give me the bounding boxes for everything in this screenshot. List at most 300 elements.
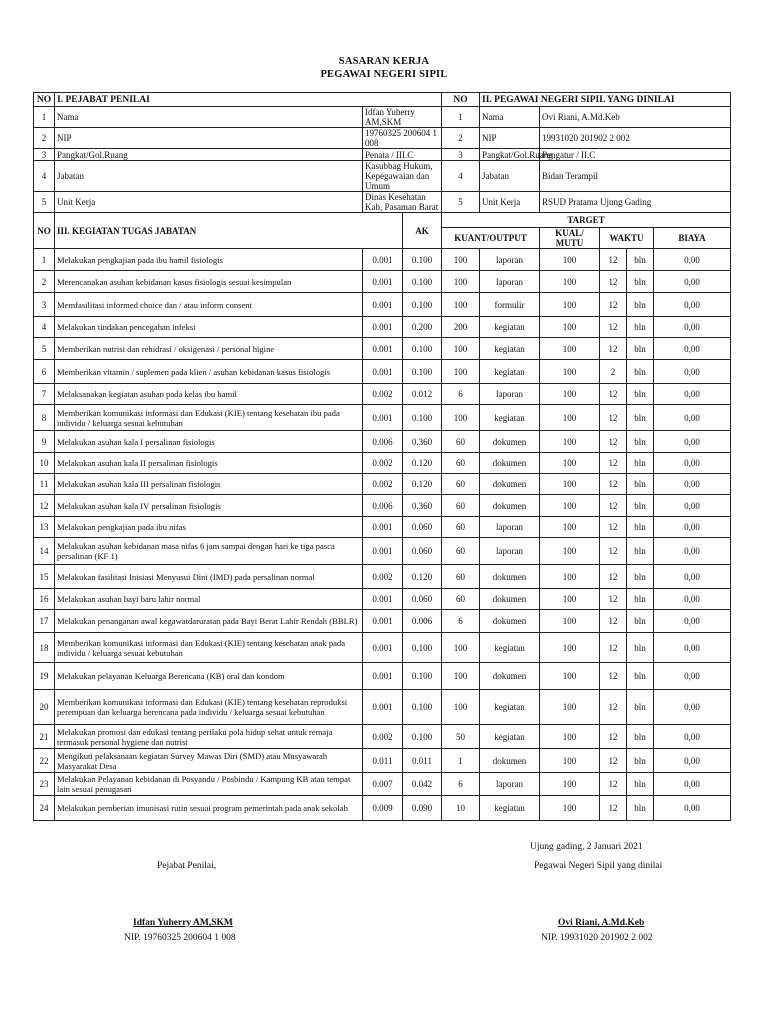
dinilai-row-no: 3 [442,149,480,161]
dinilai-field-label: Nama [480,107,540,128]
penilai-field-value: Dinas Kesehatan Kab, Pasaman Barat [363,192,442,213]
waktu-header: WAKTU [600,228,654,249]
task-ak: 0.001 [363,405,403,431]
task-biaya: 0,00 [654,773,731,796]
task-no: 21 [34,725,55,749]
dinilai-field-value: RSUD Pratama Ujung Gading [540,192,731,213]
task-mutu: 100 [540,517,600,538]
task-quantity: 60 [442,474,480,495]
task-mutu: 100 [540,271,600,293]
task-activity: Melakukan promosi dan edukasi tentang perilaku pola hidup sehat untuk remaja termasuk personal hygiene dan nutrisi [55,725,363,749]
task-no: 10 [34,453,55,474]
task-waktu: 12 [600,589,627,610]
task-waktu-unit: bln [627,474,654,495]
task-ak: 0.001 [363,271,403,293]
task-activity: Merencanakan asuhan kebidanan kasus fisiologis sesuai kesimpulan [55,271,363,293]
task-no: 19 [34,663,55,690]
penilai-section-header: I. PEJABAT PENILAI [55,93,442,107]
task-activity: Melakukan pengkajian pada ibu nifas [55,517,363,538]
task-waktu-unit: bln [627,360,654,384]
task-ak-total: 0.100 [403,271,442,293]
task-ak: 0.001 [363,538,403,565]
task-activity: Melakukan Pelayanan kebidanan di Posyandu / Posbindu / Kampung KB atau tempat lain sesuai penugasan [55,773,363,796]
task-biaya: 0,00 [654,796,731,821]
penilai-row-no: 2 [34,128,55,149]
task-activity: Memberikan komunikasi informasi dan Edukasi (KIE) tentang kesehatan ibu pada individu / keluarga sesuai kebutuhan [55,405,363,431]
task-activity: Melakukan asuhan bayi baru lahir normal [55,589,363,610]
task-waktu: 12 [600,474,627,495]
task-output: kegiatan [480,338,540,360]
task-quantity: 100 [442,293,480,317]
task-output: kegiatan [480,405,540,431]
task-mutu: 100 [540,749,600,773]
tasks-header-row [34,213,731,228]
task-output: kegiatan [480,317,540,338]
task-ak: 0.002 [363,453,403,474]
dinilai-row-no: 2 [442,128,480,149]
task-activity: Memfasilitasi informed choice dan / atau inform consent [55,293,363,317]
task-biaya: 0,00 [654,633,731,663]
task-waktu: 12 [600,749,627,773]
task-row [34,725,731,749]
task-waktu: 12 [600,773,627,796]
task-waktu: 12 [600,453,627,474]
task-activity: Melakukan fasilitasi Inisiasi Menyusui Dini (IMD) pada persalinan normal [55,565,363,589]
task-activity: Memberikan komunikasi informasi dan Edukasi (KIE) tentang kesehatan anak pada individu / keluarga sesuai kebutuhan [55,633,363,663]
identity-row [34,161,731,192]
task-quantity: 6 [442,384,480,405]
task-ak: 0.006 [363,431,403,453]
task-row [34,431,731,453]
task-output: kegiatan [480,725,540,749]
task-no: 1 [34,249,55,271]
place-date: Ujung gading, 2 Januari 2021 [530,842,643,852]
task-row [34,249,731,271]
task-no: 2 [34,271,55,293]
task-row [34,690,731,725]
task-ak: 0.011 [363,749,403,773]
identity-row [34,107,731,128]
task-ak-total: 0.060 [403,538,442,565]
task-biaya: 0,00 [654,725,731,749]
task-quantity: 1 [442,749,480,773]
task-ak: 0.001 [363,517,403,538]
penilai-field-label: Jabatan [55,161,363,192]
task-quantity: 60 [442,453,480,474]
task-activity: Melakukan pelayanan Keluarga Berencana (KB) oral dan kondom [55,663,363,690]
task-no: 14 [34,538,55,565]
task-no: 4 [34,317,55,338]
penilai-field-value: Idfan Yuherry AM,SKM [363,107,442,128]
task-row [34,663,731,690]
task-row [34,773,731,796]
task-waktu: 12 [600,610,627,633]
task-activity: Melaksanakan kegiatan asuhan pada kelas ibu hamil [55,384,363,405]
dinilai-field-label: Pangkat/Gol.Ruang [480,149,540,161]
penilai-field-label: Nama [55,107,363,128]
task-quantity: 100 [442,663,480,690]
task-waktu: 12 [600,293,627,317]
dinilai-signature-nip: NIP. 19931020 201902 2 002 [541,933,653,943]
penilai-field-label: Pangkat/Gol.Ruang [55,149,363,161]
task-waktu: 12 [600,725,627,749]
identity-row [34,128,731,149]
task-ak-total: 0.360 [403,431,442,453]
task-ak-total: 0.100 [403,360,442,384]
task-mutu: 100 [540,405,600,431]
task-no: 8 [34,405,55,431]
task-quantity: 100 [442,249,480,271]
task-output: laporan [480,517,540,538]
task-row [34,589,731,610]
task-biaya: 0,00 [654,517,731,538]
task-waktu-unit: bln [627,293,654,317]
task-row [34,538,731,565]
dinilai-field-label: Jabatan [480,161,540,192]
task-biaya: 0,00 [654,474,731,495]
dinilai-row-no: 5 [442,192,480,213]
task-output: kegiatan [480,360,540,384]
dinilai-label: Pegawai Negeri Sipil yang dinilai [534,861,663,871]
ak-header: AK [403,213,442,249]
dinilai-field-label: NIP [480,128,540,149]
penilai-signature-nip: NIP. 19760325 200604 1 008 [124,933,236,943]
task-activity: Melakukan pemberian imunisasi rutin sesuai program pemerintah pada anak sekolah [55,796,363,821]
task-activity: Melakukan pengkajian pada ibu hamil fisiologis [55,249,363,271]
dinilai-field-value: Pengatur / II.C [540,149,731,161]
task-activity: Memberikan vitamin / suplemen pada klien / asuhan kebidanan kasus fisiologis [55,360,363,384]
document-title: SASARAN KERJA [338,56,430,67]
task-biaya: 0,00 [654,589,731,610]
task-ak: 0.002 [363,474,403,495]
dinilai-row-no: 1 [442,107,480,128]
task-ak-total: 0.100 [403,690,442,725]
task-output: dokumen [480,453,540,474]
dinilai-section-header: II. PEGAWAI NEGERI SIPIL YANG DINILAI [480,93,731,107]
task-ak-total: 0.100 [403,249,442,271]
activity-header: III. KEGIATAN TUGAS JABATAN [55,213,403,249]
task-activity: Memberikan komunikasi informasi dan Edukasi (KIE) tentang kesehatan reproduksi perempuan dan keluarga berencana pada individu / keluarga sesuai kebutuhan [55,690,363,725]
task-mutu: 100 [540,360,600,384]
task-no: 16 [34,589,55,610]
task-ak: 0.001 [363,690,403,725]
task-activity: Melakukan asuhan kala III persalinan fisiologis [55,474,363,495]
task-no: 20 [34,690,55,725]
task-ak: 0.006 [363,495,403,517]
no-header: NO [34,213,55,249]
task-waktu-unit: bln [627,589,654,610]
task-waktu: 12 [600,495,627,517]
task-row [34,317,731,338]
task-ak-total: 0.200 [403,317,442,338]
task-ak: 0.001 [363,338,403,360]
task-waktu: 12 [600,538,627,565]
task-ak: 0.001 [363,293,403,317]
task-no: 23 [34,773,55,796]
task-output: formulir [480,293,540,317]
task-mutu: 100 [540,538,600,565]
task-row [34,338,731,360]
task-ak-total: 0.100 [403,633,442,663]
task-ak-total: 0.120 [403,474,442,495]
task-quantity: 100 [442,338,480,360]
task-ak-total: 0.100 [403,725,442,749]
task-biaya: 0,00 [654,538,731,565]
task-output: dokumen [480,474,540,495]
task-waktu-unit: bln [627,405,654,431]
task-output: dokumen [480,495,540,517]
task-mutu: 100 [540,633,600,663]
dinilai-field-value: Bidan Terampil [540,161,731,192]
task-mutu: 100 [540,338,600,360]
task-waktu-unit: bln [627,749,654,773]
task-ak-total: 0.012 [403,384,442,405]
penilai-field-value: Kasubbag Hukum, Kepegawaian dan Umum [363,161,442,192]
task-activity: Melakukan asuhan kala IV persalinan fisiologis [55,495,363,517]
task-waktu: 12 [600,517,627,538]
task-mutu: 100 [540,725,600,749]
task-ak: 0.001 [363,633,403,663]
document-subtitle: PEGAWAI NEGERI SIPIL [320,69,448,80]
task-row [34,474,731,495]
dinilai-field-value: 19931020 201902 2 002 [540,128,731,149]
penilai-field-value: 19760325 200604 1 008 [363,128,442,149]
penilai-field-value: Penata / III.C [363,149,442,161]
task-ak-total: 0.006 [403,610,442,633]
task-quantity: 50 [442,725,480,749]
task-waktu-unit: bln [627,495,654,517]
task-quantity: 60 [442,517,480,538]
task-output: kegiatan [480,633,540,663]
task-ak-total: 0.011 [403,749,442,773]
task-no: 11 [34,474,55,495]
task-row [34,633,731,663]
task-ak-total: 0.060 [403,589,442,610]
dinilai-signature-name: Ovi Riani, A.Md.Keb [558,918,645,928]
task-mutu: 100 [540,796,600,821]
task-quantity: 60 [442,431,480,453]
task-ak: 0.001 [363,317,403,338]
task-mutu: 100 [540,690,600,725]
task-waktu-unit: bln [627,690,654,725]
task-activity: Mengikuti pelaksanaan kegiatan Survey Mawas Diri (SMD) atau Musyawarah Masyarakat Desa [55,749,363,773]
penilai-row-no: 4 [34,161,55,192]
task-waktu: 12 [600,405,627,431]
task-waktu-unit: bln [627,453,654,474]
task-activity: Melakukan penanganan awal kegawatdaruratan pada Bayi Berat Lahir Rendah (BBLR) [55,610,363,633]
task-activity: Melakukan asuhan kala I persalinan fisiologis [55,431,363,453]
task-row [34,749,731,773]
task-mutu: 100 [540,453,600,474]
task-mutu: 100 [540,773,600,796]
task-output: laporan [480,249,540,271]
task-biaya: 0,00 [654,271,731,293]
task-quantity: 10 [442,796,480,821]
task-row [34,565,731,589]
task-ak: 0.001 [363,360,403,384]
penilai-field-label: Unit Kerja [55,192,363,213]
kuant-output-header: KUANT/OUTPUT [442,228,540,249]
task-waktu-unit: bln [627,517,654,538]
task-biaya: 0,00 [654,663,731,690]
task-waktu-unit: bln [627,271,654,293]
task-output: kegiatan [480,690,540,725]
task-quantity: 100 [442,271,480,293]
task-waktu-unit: bln [627,796,654,821]
task-output: laporan [480,538,540,565]
task-ak-total: 0.060 [403,517,442,538]
task-output: dokumen [480,749,540,773]
penilai-row-no: 1 [34,107,55,128]
task-biaya: 0,00 [654,749,731,773]
task-waktu-unit: bln [627,249,654,271]
identity-row [34,149,731,161]
task-ak: 0.009 [363,796,403,821]
task-quantity: 60 [442,538,480,565]
task-ak-total: 0.360 [403,495,442,517]
penilai-label: Pejabat Penilai, [157,861,217,871]
penilai-field-label: NIP [55,128,363,149]
task-biaya: 0,00 [654,360,731,384]
task-waktu-unit: bln [627,610,654,633]
task-ak: 0.002 [363,384,403,405]
task-mutu: 100 [540,293,600,317]
task-ak: 0.001 [363,589,403,610]
task-ak: 0.001 [363,610,403,633]
dinilai-row-no: 4 [442,161,480,192]
penilai-row-no: 5 [34,192,55,213]
task-no: 3 [34,293,55,317]
penilai-signature-name: Idfan Yuherry AM,SKM [133,918,233,928]
task-quantity: 100 [442,405,480,431]
task-ak: 0.002 [363,725,403,749]
task-activity: Memberikan nutrisi dan rehidrasi / oksigenasi / personal higine [55,338,363,360]
task-biaya: 0,00 [654,293,731,317]
task-waktu-unit: bln [627,338,654,360]
task-mutu: 100 [540,610,600,633]
task-no: 9 [34,431,55,453]
task-quantity: 200 [442,317,480,338]
task-ak-total: 0.090 [403,796,442,821]
task-quantity: 60 [442,589,480,610]
task-ak-total: 0.120 [403,565,442,589]
task-waktu: 12 [600,633,627,663]
task-waktu-unit: bln [627,663,654,690]
task-no: 12 [34,495,55,517]
task-waktu: 12 [600,690,627,725]
task-no: 17 [34,610,55,633]
task-waktu: 12 [600,317,627,338]
task-biaya: 0,00 [654,405,731,431]
task-waktu: 12 [600,271,627,293]
task-ak-total: 0.120 [403,453,442,474]
task-row [34,384,731,405]
task-no: 5 [34,338,55,360]
task-ak-total: 0.100 [403,338,442,360]
task-waktu-unit: bln [627,538,654,565]
work-target-table [33,92,731,821]
task-waktu-unit: bln [627,317,654,338]
identity-row [34,192,731,213]
task-biaya: 0,00 [654,453,731,474]
task-waktu: 12 [600,338,627,360]
task-mutu: 100 [540,474,600,495]
task-activity: Melakukan tindakan pencegahan infeksi [55,317,363,338]
task-mutu: 100 [540,589,600,610]
task-waktu: 2 [600,360,627,384]
task-waktu: 12 [600,565,627,589]
task-activity: Melakukan asuhan kebidanan masa nifas 6 jam sampai dengan hari ke tiga pasca persalinan (KF 1) [55,538,363,565]
task-row [34,610,731,633]
task-quantity: 100 [442,360,480,384]
task-output: laporan [480,773,540,796]
task-no: 6 [34,360,55,384]
task-row [34,271,731,293]
task-row [34,293,731,317]
task-waktu: 12 [600,663,627,690]
task-row [34,453,731,474]
task-output: dokumen [480,663,540,690]
task-quantity: 100 [442,690,480,725]
task-quantity: 100 [442,633,480,663]
task-mutu: 100 [540,663,600,690]
task-no: 22 [34,749,55,773]
task-waktu: 12 [600,384,627,405]
task-biaya: 0,00 [654,384,731,405]
task-ak: 0.001 [363,249,403,271]
task-waktu: 12 [600,249,627,271]
task-mutu: 100 [540,317,600,338]
task-biaya: 0,00 [654,495,731,517]
task-waktu-unit: bln [627,633,654,663]
task-waktu: 12 [600,431,627,453]
task-output: dokumen [480,431,540,453]
task-no: 18 [34,633,55,663]
target-header: TARGET [442,213,731,228]
task-quantity: 60 [442,565,480,589]
task-row [34,796,731,821]
task-waktu: 12 [600,796,627,821]
dinilai-field-value: Ovi Riani, A.Md.Keb [540,107,731,128]
task-quantity: 6 [442,610,480,633]
task-mutu: 100 [540,565,600,589]
task-biaya: 0,00 [654,338,731,360]
task-mutu: 100 [540,495,600,517]
task-biaya: 0,00 [654,610,731,633]
task-row [34,360,731,384]
task-output: dokumen [480,565,540,589]
task-waktu-unit: bln [627,725,654,749]
task-mutu: 100 [540,431,600,453]
task-ak-total: 0.100 [403,663,442,690]
task-biaya: 0,00 [654,317,731,338]
task-ak-total: 0.042 [403,773,442,796]
task-output: kegiatan [480,796,540,821]
no-header: NO [442,93,480,107]
task-quantity: 6 [442,773,480,796]
task-ak: 0.007 [363,773,403,796]
task-mutu: 100 [540,249,600,271]
task-ak-total: 0.100 [403,293,442,317]
task-biaya: 0,00 [654,565,731,589]
task-waktu-unit: bln [627,431,654,453]
task-waktu-unit: bln [627,565,654,589]
task-waktu-unit: bln [627,773,654,796]
task-ak: 0.002 [363,565,403,589]
task-output: dokumen [480,610,540,633]
task-waktu-unit: bln [627,384,654,405]
task-row [34,517,731,538]
